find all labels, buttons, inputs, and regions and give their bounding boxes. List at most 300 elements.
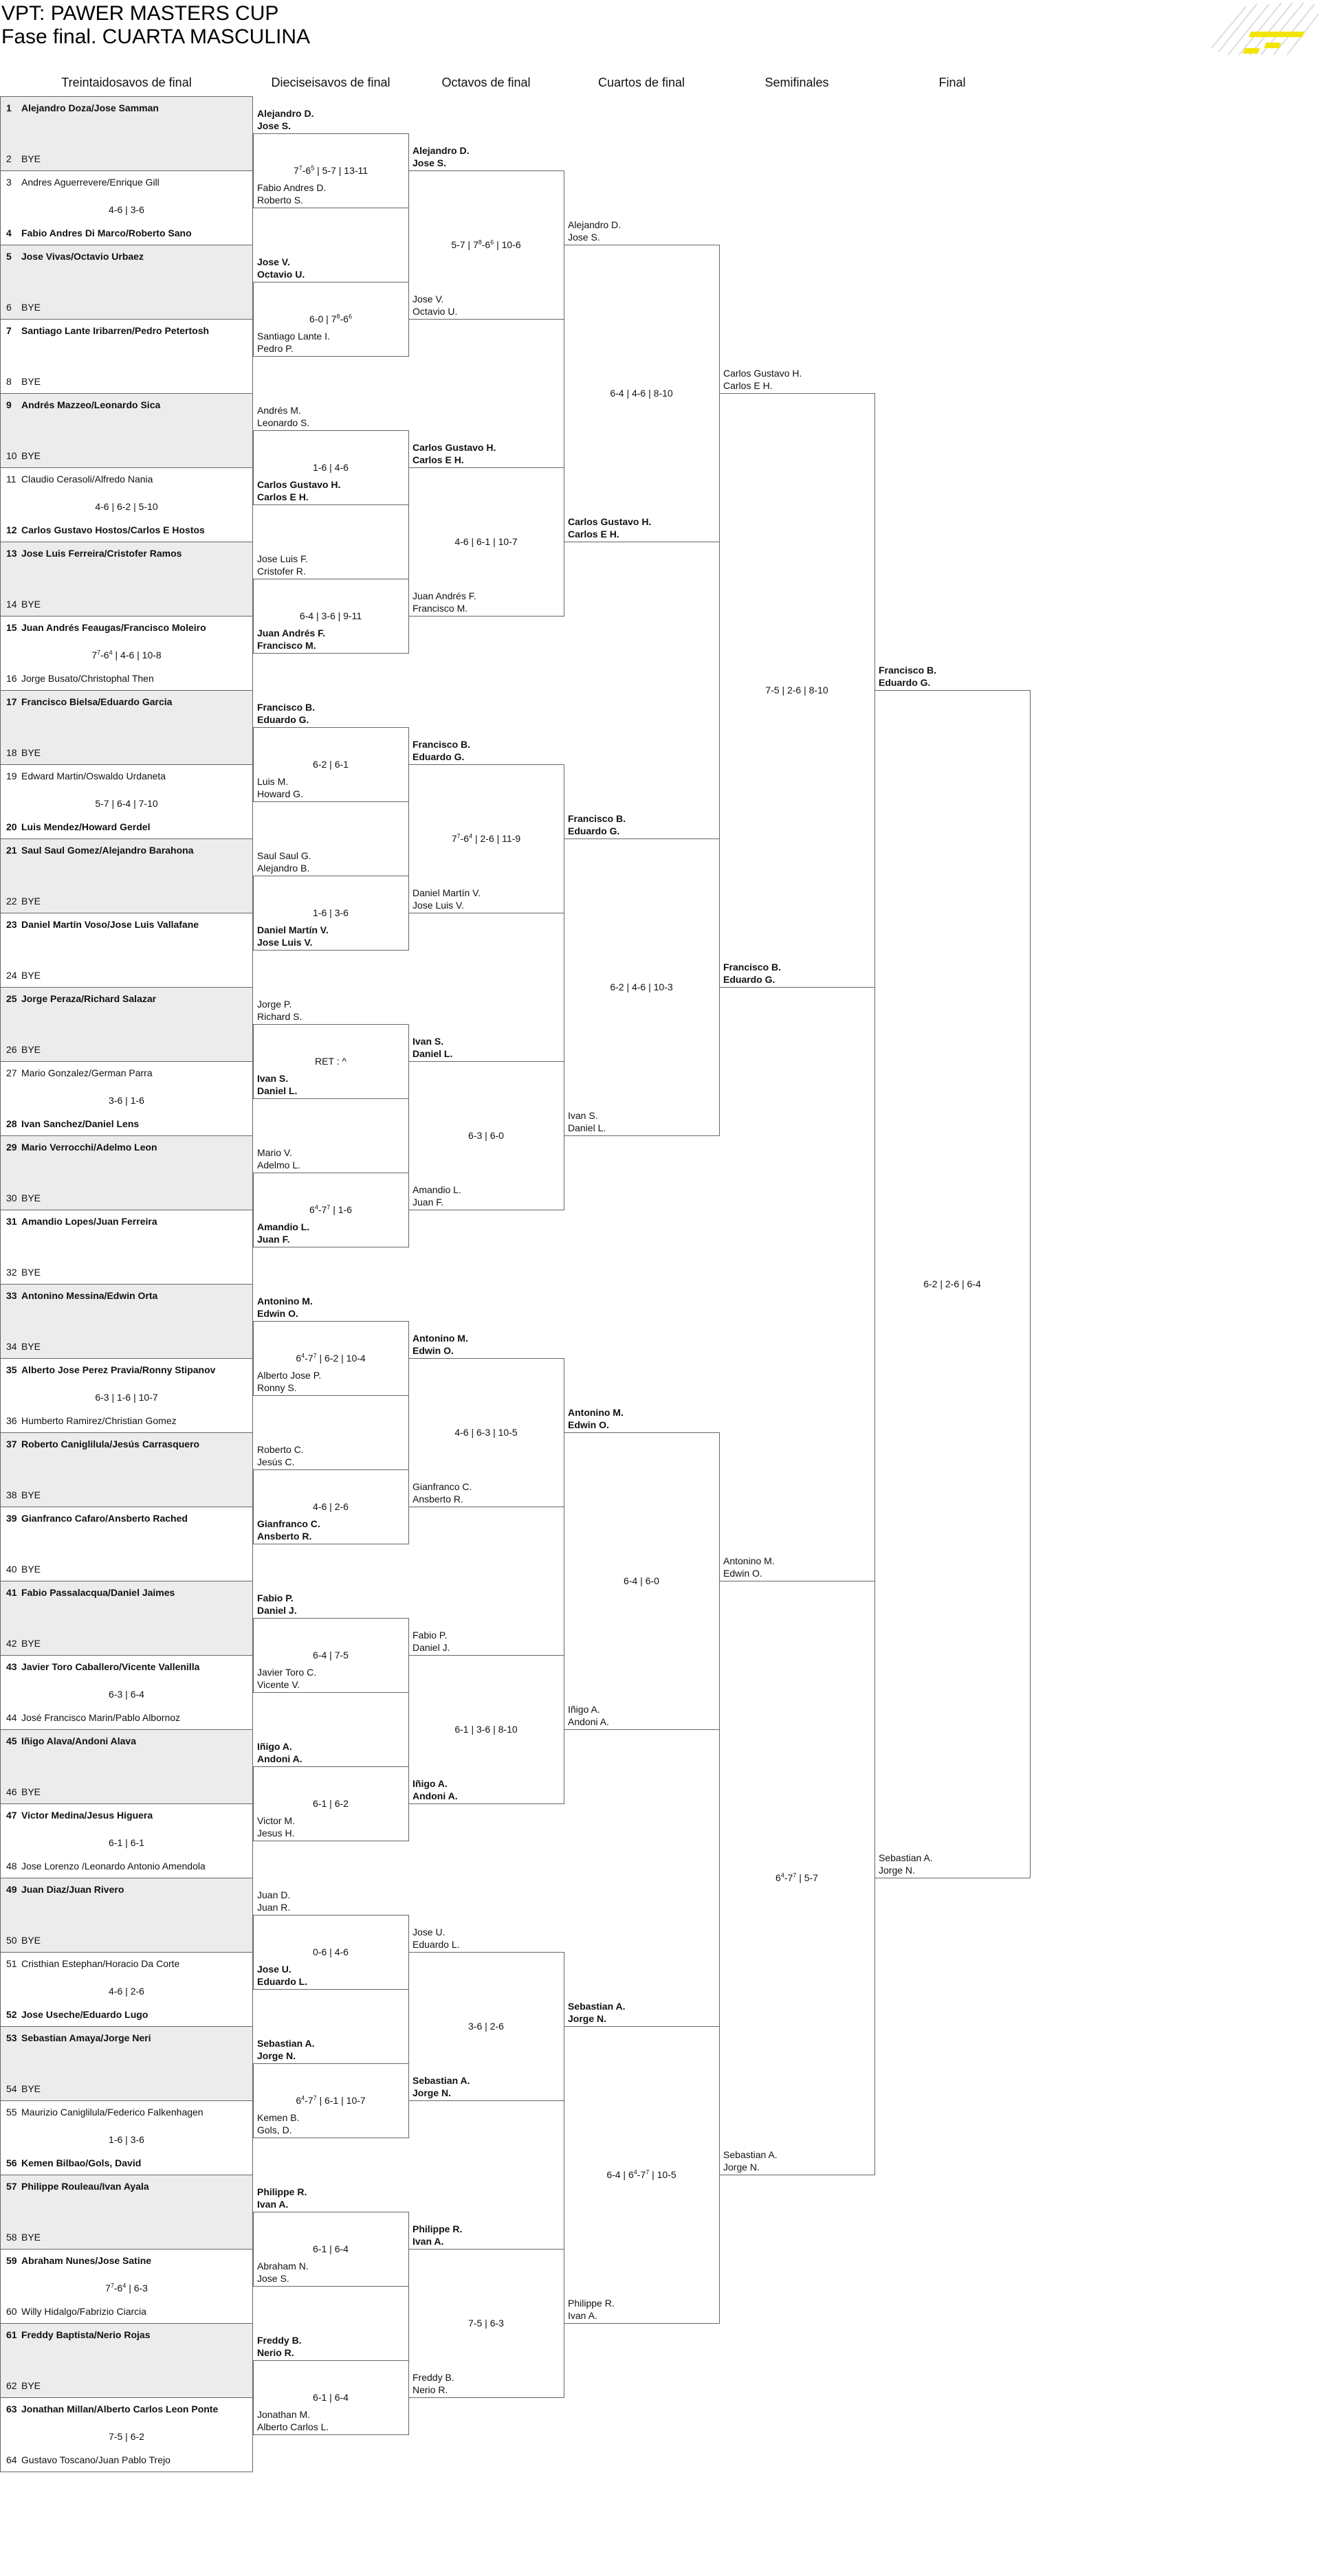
first-round-match[interactable]	[0, 1878, 253, 1953]
player-name: Andrés M.	[257, 405, 301, 416]
player-name: Jorge N.	[568, 2013, 607, 2024]
team-label	[253, 181, 326, 206]
player-name: Daniel L.	[412, 1048, 453, 1059]
team-name: BYE	[21, 1267, 41, 1278]
first-round-match[interactable]	[0, 616, 253, 691]
team-slot	[1, 2082, 252, 2096]
seed-number: 31	[6, 1216, 17, 1227]
team-label	[564, 2297, 615, 2322]
team-slot	[1, 1660, 252, 1674]
team-slot	[1, 249, 252, 263]
team-slot	[1, 1808, 252, 1822]
team-label	[719, 961, 781, 986]
player-name: Richard S.	[257, 1011, 302, 1022]
column-header: Octavos de final	[441, 76, 531, 89]
player-name: Juan F.	[257, 1234, 290, 1245]
seed-number: 23	[6, 919, 17, 930]
seed-number: 10	[6, 450, 17, 461]
first-round-match[interactable]	[0, 170, 253, 245]
player-name: Edwin O.	[568, 1419, 609, 1430]
match-score: 7-5 | 6-3	[468, 2318, 504, 2329]
tournament-logo	[1204, 0, 1320, 58]
player-name: Juan F.	[412, 1197, 444, 1208]
match-score: 7-5 | 2-6 | 8-10	[765, 685, 828, 696]
first-round-match[interactable]	[0, 96, 253, 171]
match-score: 6-1 | 6-2	[313, 1798, 349, 1809]
team-name: Victor Medina/Jesus Higuera	[21, 1810, 153, 1821]
player-name: Ivan A.	[568, 2310, 597, 2321]
team-slot	[1, 472, 252, 486]
team-name: Carlos Gustavo Hostos/Carlos E Hostos	[21, 524, 205, 535]
team-name: BYE	[21, 1341, 41, 1352]
match-score: 6-1 | 3-6 | 8-10	[454, 1724, 518, 1735]
seed-number: 18	[6, 747, 17, 758]
match-score: 6-3 | 1-6 | 10-7	[95, 1392, 158, 1403]
seed-number: 62	[6, 2380, 17, 2391]
team-label	[408, 1926, 460, 1951]
seed-number: 47	[6, 1810, 17, 1821]
player-name: Sebastian A.	[723, 2149, 778, 2160]
player-name: Eduardo G.	[723, 974, 776, 985]
player-name: Eduardo L.	[412, 1939, 460, 1950]
player-name: Francisco M.	[257, 640, 316, 651]
match-score: 4-6 | 2-6	[313, 1501, 349, 1512]
team-slot	[1, 1265, 252, 1279]
player-name: Jesus H.	[257, 1828, 295, 1839]
team-slot	[1, 523, 252, 537]
player-name: Kemen B.	[257, 2112, 300, 2123]
player-name: Jorge N.	[723, 2162, 760, 2173]
team-name: Roberto Caniglilula/Jesús Carrasquero	[21, 1439, 200, 1450]
match-score: 6-1 | 6-4	[313, 2243, 349, 2254]
first-round-match[interactable]	[0, 2175, 253, 2250]
team-label	[719, 367, 802, 392]
team-name: Abraham Nunes/Jose Satine	[21, 2255, 152, 2266]
seed-number: 20	[6, 821, 17, 832]
player-name: Daniel J.	[412, 1642, 450, 1653]
player-name: Daniel L.	[257, 1085, 298, 1096]
team-label	[253, 1814, 295, 1839]
player-name: Antonino M.	[723, 1555, 775, 1566]
team-name: BYE	[21, 376, 41, 387]
first-round-match[interactable]	[0, 1729, 253, 1804]
player-name: Juan R.	[257, 1902, 291, 1913]
player-name: Roberto C.	[257, 1444, 304, 1455]
seed-number: 14	[6, 599, 17, 610]
seed-number: 59	[6, 2255, 17, 2266]
player-name: Gianfranco C.	[257, 1518, 320, 1529]
seed-number: 30	[6, 1192, 17, 1203]
seed-number: 2	[6, 153, 12, 164]
player-name: Eduardo G.	[568, 825, 620, 836]
match-score: 4-6 | 3-6	[109, 204, 144, 215]
match-score: 0-6 | 4-6	[313, 1946, 349, 1957]
first-round-match[interactable]	[0, 764, 253, 839]
player-name: Vicente V.	[257, 1679, 300, 1690]
team-name: Edward Martin/Oswaldo Urdaneta	[21, 770, 166, 781]
team-name: Gianfranco Cafaro/Ansberto Rached	[21, 1513, 188, 1524]
team-slot	[1, 1586, 252, 1599]
seed-number: 6	[6, 302, 12, 313]
first-round-match[interactable]	[0, 1581, 253, 1656]
team-name: Saul Saul Gomez/Alejandro Barahona	[21, 845, 194, 856]
seed-number: 13	[6, 548, 17, 559]
team-label	[253, 924, 329, 948]
team-name: Alberto Jose Perez Pravia/Ronny Stipanov	[21, 1364, 216, 1375]
player-name: Iñigo A.	[257, 1741, 292, 1752]
player-name: Ivan S.	[568, 1110, 598, 1121]
match-score: 6-3 | 6-4	[109, 1689, 144, 1700]
first-round-match[interactable]	[0, 1284, 253, 1359]
team-slot	[1, 1214, 252, 1228]
team-label	[253, 701, 315, 726]
team-slot	[1, 2105, 252, 2119]
player-name: Carlos E H.	[412, 454, 464, 465]
team-label	[253, 2186, 307, 2210]
player-name: Carlos E H.	[568, 529, 619, 540]
player-name: Octavio U.	[412, 306, 458, 317]
seed-number: 28	[6, 1118, 17, 1129]
seed-number: 64	[6, 2454, 17, 2465]
first-round-match[interactable]	[0, 319, 253, 394]
match-score: 3-6 | 1-6	[109, 1095, 144, 1106]
team-slot	[1, 992, 252, 1006]
player-name: Eduardo L.	[257, 1976, 308, 1987]
team-label	[719, 2148, 778, 2173]
team-name: Juan Diaz/Juan Rivero	[21, 1884, 124, 1895]
match-score: 1-6 | 3-6	[109, 2134, 144, 2145]
team-name: BYE	[21, 2380, 41, 2391]
match-score: $6^4-7^7$ | 1-6	[309, 1203, 352, 1215]
team-name: BYE	[21, 599, 41, 610]
logo-graphic	[1204, 0, 1320, 58]
seed-number: 40	[6, 1564, 17, 1575]
seed-number: 21	[6, 845, 17, 856]
team-label	[408, 738, 470, 763]
seed-number: 4	[6, 227, 12, 238]
first-round-match[interactable]	[0, 1952, 253, 2027]
player-name: Freddy B.	[257, 2335, 302, 2346]
match-score: 4-6 | 2-6	[109, 1986, 144, 1997]
player-name: Ansberto R.	[257, 1531, 312, 1542]
player-name: Jose S.	[257, 120, 292, 131]
team-slot	[1, 1191, 252, 1205]
team-label	[564, 219, 621, 243]
match-score: $6^4-7^7$ | 5-7	[776, 1872, 818, 1883]
seed-number: 41	[6, 1587, 17, 1598]
team-slot	[1, 746, 252, 759]
first-round-match[interactable]	[0, 393, 253, 468]
first-round-match[interactable]	[0, 987, 253, 1062]
player-name: Antonino M.	[412, 1333, 468, 1344]
team-slot	[1, 2156, 252, 2170]
player-name: Luis M.	[257, 776, 289, 787]
team-label	[253, 2408, 329, 2433]
seed-number: 53	[6, 2032, 17, 2043]
match-score: 4-6 | 6-2 | 5-10	[95, 501, 158, 512]
team-label	[564, 515, 651, 540]
match-score: 7-5 | 6-2	[109, 2431, 144, 2442]
first-round-match[interactable]	[0, 2249, 253, 2324]
team-slot	[1, 1883, 252, 1896]
player-name: Jorge N.	[412, 2087, 452, 2098]
match-score: 6-1 | 6-1	[109, 1837, 144, 1848]
player-name: Jose V.	[412, 293, 444, 304]
team-slot	[1, 1140, 252, 1154]
player-name: Daniel L.	[568, 1122, 606, 1133]
match-score: 4-6 | 6-1 | 10-7	[454, 536, 518, 547]
player-name: Carlos Gustavo H.	[723, 368, 802, 379]
first-round-match[interactable]	[0, 1358, 253, 1433]
seed-number: 22	[6, 896, 17, 907]
team-name: Jose Useche/Eduardo Lugo	[21, 2009, 148, 2020]
team-label	[408, 1332, 468, 1357]
match-score: 6-4 | $6^4-7^7$ | 10-5	[606, 2168, 676, 2180]
team-name: BYE	[21, 153, 41, 164]
team-name: BYE	[21, 747, 41, 758]
player-name: Jorge P.	[257, 999, 292, 1010]
seed-number: 37	[6, 1439, 17, 1450]
player-name: Carlos Gustavo H.	[412, 442, 496, 453]
team-label	[408, 293, 457, 318]
player-name: Fabio P.	[257, 1592, 294, 1603]
team-name: BYE	[21, 1564, 41, 1575]
team-name: BYE	[21, 2083, 41, 2094]
seed-number: 45	[6, 1735, 17, 1746]
first-round-match[interactable]	[0, 467, 253, 542]
player-name: Jose Luis V.	[412, 900, 464, 911]
team-slot	[1, 1562, 252, 1576]
team-name: Iñigo Alava/Andoni Alava	[21, 1735, 136, 1746]
player-name: Nerio R.	[412, 2384, 448, 2395]
player-name: Jose V.	[257, 256, 290, 267]
team-name: BYE	[21, 1786, 41, 1797]
seed-number: 52	[6, 2009, 17, 2020]
player-name: Pedro P.	[257, 343, 294, 354]
team-name: Mario Gonzalez/German Parra	[21, 1067, 153, 1078]
player-name: Jose U.	[412, 1927, 446, 1937]
first-round-match[interactable]	[0, 1655, 253, 1730]
team-name: Jonathan Millan/Alberto Carlos Leon Ponte	[21, 2403, 219, 2414]
team-label	[564, 1406, 624, 1431]
player-name: Jose Luis F.	[257, 553, 308, 564]
match-score: 5-7 | 6-4 | 7-10	[95, 798, 158, 809]
team-label	[253, 1889, 290, 1913]
team-label	[253, 330, 330, 355]
player-name: Sebastian A.	[879, 1852, 933, 1863]
team-slot	[1, 449, 252, 463]
team-name: BYE	[21, 1638, 41, 1649]
seed-number: 3	[6, 177, 12, 188]
first-round-match[interactable]	[0, 245, 253, 320]
team-slot	[1, 671, 252, 685]
player-name: Eduardo G.	[412, 751, 465, 762]
seed-number: 39	[6, 1513, 17, 1524]
player-name: Howard G.	[257, 788, 303, 799]
first-round-match[interactable]	[0, 913, 253, 988]
first-round-match[interactable]	[0, 1210, 253, 1285]
player-name: Leonardo S.	[257, 417, 310, 428]
player-name: Iñigo A.	[568, 1704, 600, 1715]
player-name: Francisco B.	[257, 702, 316, 713]
player-name: Sebastian A.	[568, 2001, 626, 2012]
team-slot	[1, 546, 252, 560]
seed-number: 54	[6, 2083, 17, 2094]
first-round-match[interactable]	[0, 1061, 253, 1136]
team-slot	[1, 1734, 252, 1748]
seed-number: 8	[6, 376, 12, 387]
team-name: Jorge Peraza/Richard Salazar	[21, 993, 157, 1004]
seed-number: 57	[6, 2181, 17, 2192]
team-name: Mario Verrocchi/Adelmo Leon	[21, 1142, 157, 1153]
seed-number: 16	[6, 673, 17, 684]
seed-number: 26	[6, 1044, 17, 1055]
seed-number: 5	[6, 251, 12, 262]
team-label	[253, 1592, 297, 1617]
team-slot	[1, 1340, 252, 1353]
team-name: Gustavo Toscano/Juan Pablo Trejo	[21, 2454, 170, 2465]
first-round-match[interactable]	[0, 1803, 253, 1878]
player-name: Carlos E H.	[723, 380, 773, 391]
team-label	[408, 441, 496, 466]
seed-number: 51	[6, 1958, 17, 1969]
player-name: Freddy B.	[412, 2372, 454, 2383]
team-slot	[1, 175, 252, 189]
player-name: Ivan A.	[412, 2236, 444, 2247]
team-name: Javier Toro Caballero/Vicente Vallenilla	[21, 1661, 200, 1672]
team-label	[253, 107, 314, 132]
player-name: Mario V.	[257, 1147, 292, 1158]
match-score: 6-4 | 7-5	[313, 1650, 349, 1661]
match-score: 6-2 | 4-6 | 10-3	[610, 981, 673, 992]
seed-number: 12	[6, 524, 17, 535]
team-name: BYE	[21, 1044, 41, 1055]
seed-number: 43	[6, 1661, 17, 1672]
team-label	[253, 1518, 320, 1542]
seed-number: 36	[6, 1415, 17, 1426]
team-slot	[1, 226, 252, 240]
team-name: Andres Aguerrevere/Enrique Gill	[21, 177, 160, 188]
first-round-match[interactable]	[0, 1507, 253, 1581]
player-name: Edwin O.	[723, 1568, 762, 1579]
team-label	[253, 1666, 316, 1691]
match-score: 6-4 | 3-6 | 9-11	[299, 610, 362, 621]
player-name: Alberto Jose P.	[257, 1370, 322, 1381]
player-name: Jonathan M.	[257, 2409, 311, 2420]
first-round-match[interactable]	[0, 839, 253, 913]
team-name: BYE	[21, 1935, 41, 1946]
team-name: José Francisco Marin/Pablo Albornoz	[21, 1712, 181, 1723]
team-slot	[1, 769, 252, 783]
first-round-match[interactable]	[0, 690, 253, 765]
player-name: Jose S.	[568, 232, 600, 243]
team-slot	[1, 1437, 252, 1451]
seed-number: 56	[6, 2157, 17, 2168]
team-slot	[1, 894, 252, 908]
match-score: 6-4 | 4-6 | 8-10	[610, 388, 673, 399]
match-score: 6-2 | 6-1	[313, 759, 349, 770]
player-name: Francisco M.	[412, 603, 468, 614]
team-label	[719, 1555, 775, 1579]
first-round-match[interactable]	[0, 2100, 253, 2175]
team-slot	[1, 2305, 252, 2318]
first-round-match[interactable]	[0, 2397, 253, 2472]
first-round-match[interactable]	[0, 2323, 253, 2398]
player-name: Jose S.	[257, 2273, 289, 2284]
player-name: Alejandro D.	[412, 145, 470, 156]
first-round-match[interactable]	[0, 1432, 253, 1507]
player-name: Juan Andrés F.	[257, 628, 326, 639]
seed-number: 35	[6, 1364, 17, 1375]
player-name: Ansberto R.	[412, 1494, 463, 1504]
player-name: Andoni A.	[568, 1716, 609, 1727]
team-label	[253, 775, 303, 800]
team-name: Antonino Messina/Edwin Orta	[21, 1290, 158, 1301]
team-slot	[1, 2179, 252, 2193]
player-name: Andoni A.	[257, 1753, 302, 1764]
seed-number: 44	[6, 1712, 17, 1723]
player-name: Santiago Lante I.	[257, 331, 330, 342]
team-label	[564, 1703, 609, 1728]
team-label	[408, 2074, 470, 2099]
player-name: Francisco B.	[568, 813, 626, 824]
match-score: $7^7-6^5$ | 5-7 | 13-11	[293, 164, 368, 176]
team-slot	[1, 843, 252, 857]
player-name: Francisco B.	[412, 739, 471, 750]
team-slot	[1, 597, 252, 611]
player-name: Daniel Martín V.	[257, 924, 329, 935]
team-slot	[1, 1711, 252, 1724]
team-slot	[1, 1957, 252, 1970]
match-score: 1-6 | 3-6	[313, 907, 349, 918]
team-slot	[1, 968, 252, 982]
team-slot	[1, 375, 252, 388]
team-name: BYE	[21, 1489, 41, 1500]
seed-number: 63	[6, 2403, 17, 2414]
team-label	[408, 1480, 472, 1505]
player-name: Octavio U.	[257, 269, 305, 280]
first-round-match[interactable]	[0, 2026, 253, 2101]
player-name: Alberto Carlos L.	[257, 2421, 329, 2432]
player-name: Cristofer R.	[257, 566, 306, 577]
player-name: Fabio Andres D.	[257, 182, 327, 193]
seed-number: 61	[6, 2329, 17, 2340]
player-name: Amandio L.	[412, 1184, 461, 1195]
team-slot	[1, 1043, 252, 1056]
seed-number: 48	[6, 1861, 17, 1872]
match-score: 6-3 | 6-0	[468, 1130, 504, 1141]
team-label	[408, 1777, 458, 1802]
first-round-match[interactable]	[0, 1135, 253, 1210]
team-label	[564, 812, 626, 837]
team-name: Jose Luis Ferreira/Cristofer Ramos	[21, 548, 182, 559]
team-name: Maurizio Caniglilula/Federico Falkenhagen	[21, 2107, 204, 2118]
player-name: Gols, D.	[257, 2124, 292, 2135]
team-slot	[1, 1511, 252, 1525]
team-label	[253, 627, 325, 652]
team-label	[253, 1963, 307, 1988]
team-name: Jorge Busato/Christophal Then	[21, 673, 154, 684]
team-slot	[1, 1859, 252, 1873]
team-slot	[1, 1933, 252, 1947]
player-name: Jesús C.	[257, 1456, 295, 1467]
team-slot	[1, 1289, 252, 1302]
first-round-match[interactable]	[0, 542, 253, 617]
team-label	[253, 2111, 299, 2136]
match-score: 6-2 | 2-6 | 6-4	[923, 1278, 981, 1289]
player-name: Daniel Martín V.	[412, 887, 481, 898]
player-name: Iñigo A.	[412, 1778, 448, 1789]
